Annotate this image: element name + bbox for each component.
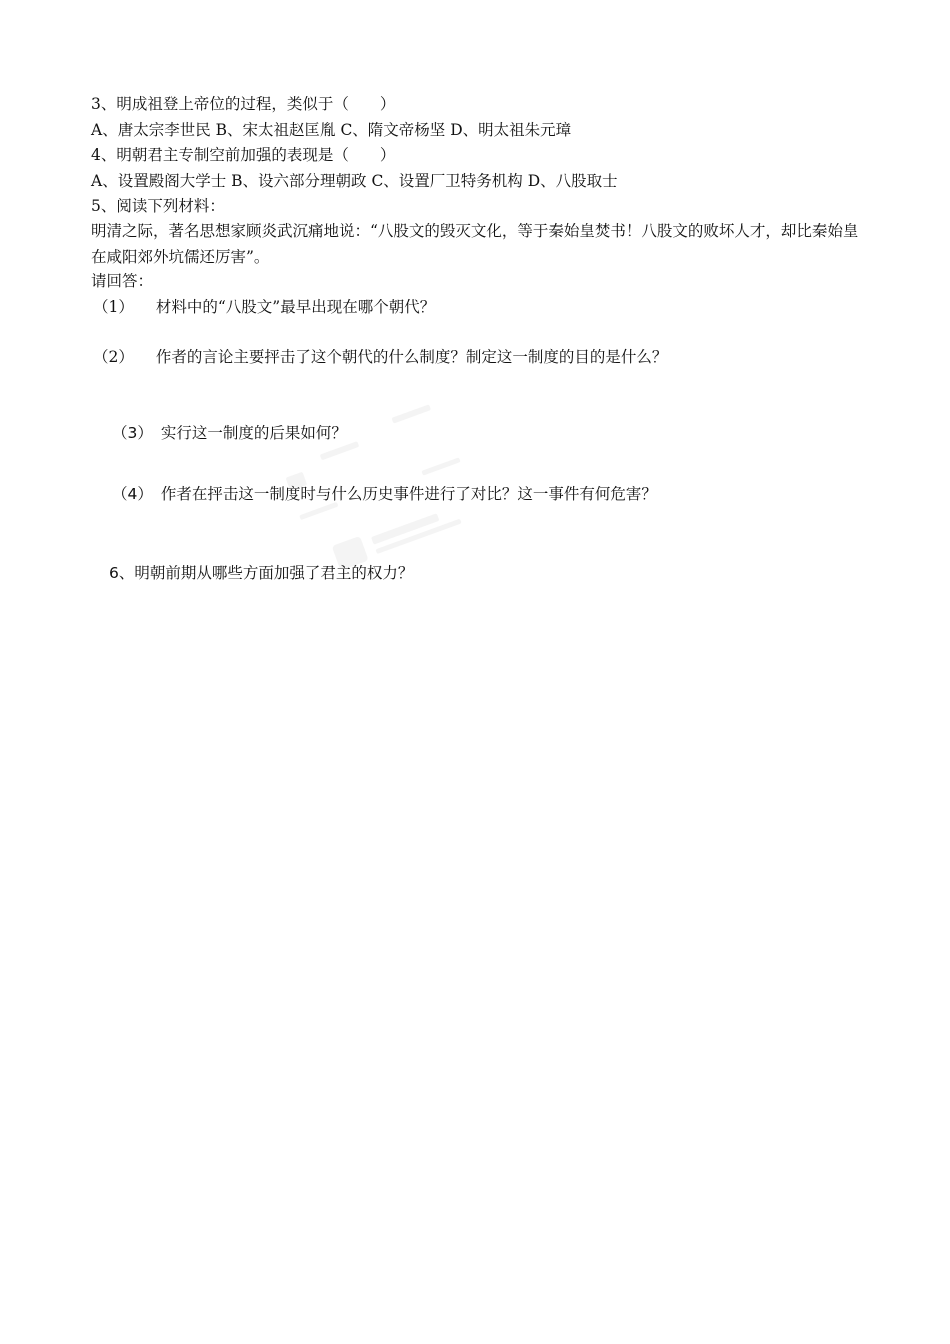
question-3-options: A、唐太宗李世民 B、宋太祖赵匡胤 C、隋文帝杨坚 D、明太祖朱元璋 — [91, 121, 572, 139]
question-5-sub-4 — [112, 484, 657, 504]
question-4-stem: 4、明朝君主专制空前加强的表现是（ ） — [91, 146, 396, 164]
sub-question-number: （2） — [93, 348, 134, 366]
question-4-options: A、设置殿阁大学士 B、设六部分理朝政 C、设置厂卫特务机构 D、八股取士 — [91, 172, 618, 190]
question-6-stem: 6、明朝前期从哪些方面加强了君主的权力？ — [109, 564, 414, 582]
question-5-sub-3 — [112, 423, 347, 443]
sub-question-number: （1） — [93, 298, 134, 316]
sub-question-text: 作者在抨击这一制度时与什么历史事件进行了对比？这一事件有何危害？ — [160, 485, 657, 503]
question-5-sub-2 — [93, 347, 667, 367]
question-3-stem: 3、明成祖登上帝位的过程，类似于（ ） — [91, 95, 396, 113]
sub-question-text: 作者的言论主要抨击了这个朝代的什么制度？制定这一制度的目的是什么？ — [155, 348, 668, 366]
sub-question-number: （3） — [112, 424, 153, 442]
question-5-material: 明清之际，著名思想家顾炎武沉痛地说：“八股文的毁灭文化，等于秦始皇焚书！八股文的败坏人才，却比秦始皇在咸阳郊外坑儒还厉害”。 — [91, 222, 859, 266]
sub-question-text: 材料中的“八股文”最早出现在哪个朝代？ — [155, 298, 436, 316]
question-5-prompt: 请回答： — [91, 272, 154, 290]
sub-question-text: 实行这一制度的后果如何？ — [160, 424, 347, 442]
question-5-stem: 5、阅读下列材料： — [91, 197, 225, 215]
sub-question-number: （4） — [112, 485, 153, 503]
question-5-sub-1 — [93, 297, 435, 317]
